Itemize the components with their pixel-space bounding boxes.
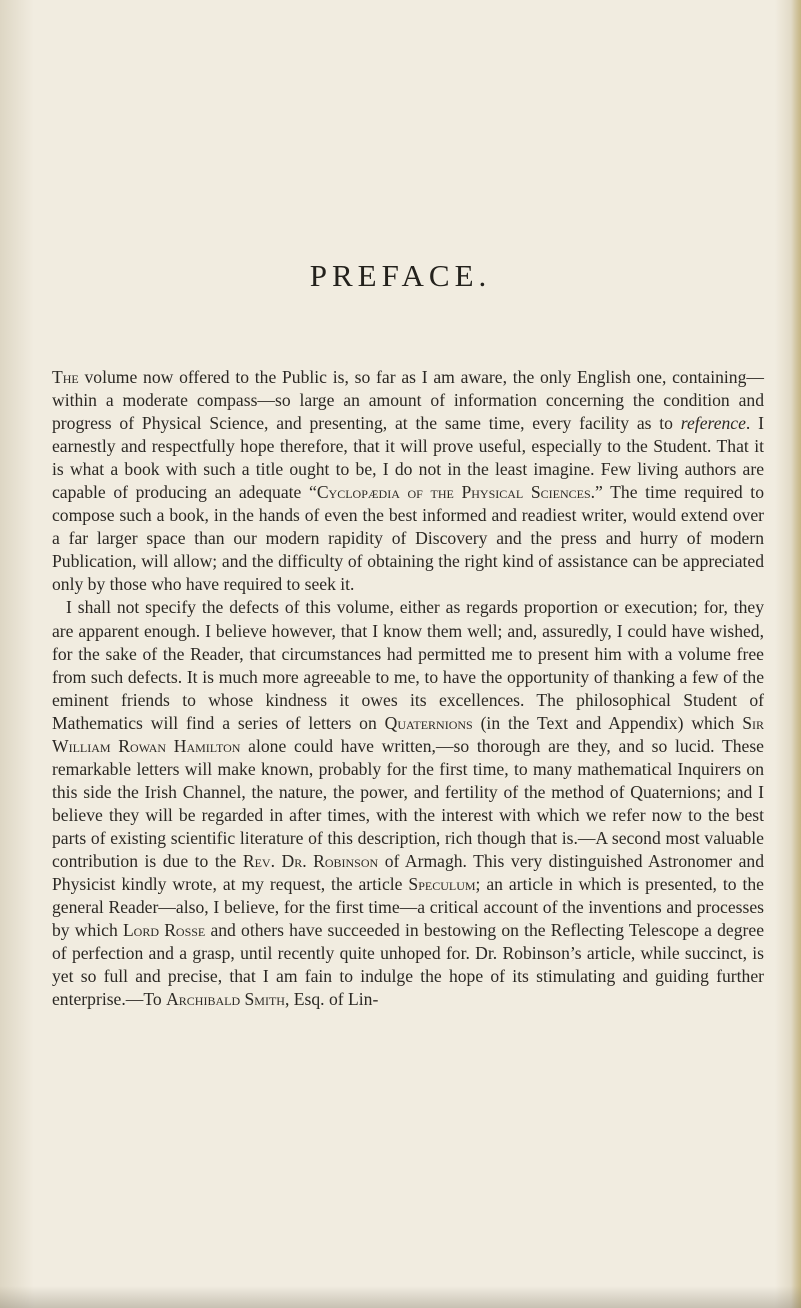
- text-run-small-caps: Rev. Dr. Robinson: [242, 850, 379, 871]
- text-run-italic: reference: [680, 413, 746, 434]
- text-run-small-caps: Sir William Rowan Hamilton: [52, 712, 764, 756]
- preface-body: [52, 366, 764, 1011]
- text-run-small-caps: Quaternions: [384, 712, 473, 733]
- text-run: . I earnestly and respectfully hope therefore, that it will prove useful, especially to the Student. That it is what a book with such a title ought to be, I do not in the least imagine. Few living authors are capable of producing an adequate “: [52, 413, 764, 503]
- text-run: ; an article in which is presented, to the general Reader—also, I believe, for the first time—a critical account of the inventions and processes by which: [52, 874, 764, 941]
- text-run: .” The time required to compose such a book, in the hands of even the best informed and readiest writer, would extend over a far larger space than our modern rapidity of Discovery and the press and hurry of modern Publication, will allow; and the difficulty of obtaining the right kind of assistance can be appreciated only by those who have required to seek it.: [52, 482, 764, 595]
- text-run-small-caps: Archibald Smith: [166, 989, 285, 1010]
- text-run-small-caps: Cyclopædia of the Physical Sciences: [316, 482, 591, 503]
- page-edge-right: [791, 0, 801, 1308]
- text-run: volume now offered to the Public is, so far as I am aware, the only English one, containing—within a moderate compass—so large an amount of information concerning the condition and progress of Physical Science, and presenting, at the same time, every facility as to: [52, 367, 764, 434]
- text-run: (in the Text and Appendix) which: [472, 712, 743, 733]
- text-run: , Esq. of Lin-: [284, 989, 379, 1010]
- text-run-small-caps: Speculum: [408, 874, 476, 895]
- text-run: The: [52, 367, 79, 387]
- paragraph-2: [52, 596, 764, 1011]
- text-run: alone could have written,—so thorough are they, and so lucid. These remarkable letters will make known, probably for the first time, to many mathematical Inquirers on this side the Irish Channel, the nature, the power, and fertility of the method of Quaternions; and I believe they will be regarded in after times, with the interest with which we refer now to the best parts of existing scientific literature of this description, rich though that is.—A second most valuable contribution is due to the: [52, 735, 764, 871]
- text-run-small-caps: Lord Rosse: [122, 920, 206, 941]
- text-run: and others have succeeded in bestowing on the Reflecting Telescope a degree of perfection and a grasp, until recently quite unhoped for. Dr. Robinson’s article, while succinct, is yet so full and precise, that I am fain to indulge the hope of its stimulating and guiding further enterprise.—To: [52, 920, 765, 1010]
- text-run: of Armagh. This very distinguished Astronomer and Physicist kindly wrote, at my request, the article: [52, 850, 765, 895]
- paragraph-1: [52, 366, 764, 596]
- page-title: PREFACE.: [309, 258, 492, 293]
- page-edge-bottom: [0, 1286, 801, 1308]
- text-run: I shall not specify the defects of this volume, either as regards proportion or execution; for, they are apparent enough. I believe however, that I know them well; and, assuredly, I could have wished, for the sake of the Reader, that circumstances had permitted me to present him with a volume free from such defects. It is much more agreeable to me, to have the opportunity of thanking a few of the eminent friends to whose kindness it owes its excellences. The philosophical Student of Mathematics will find a series of letters on: [52, 597, 764, 733]
